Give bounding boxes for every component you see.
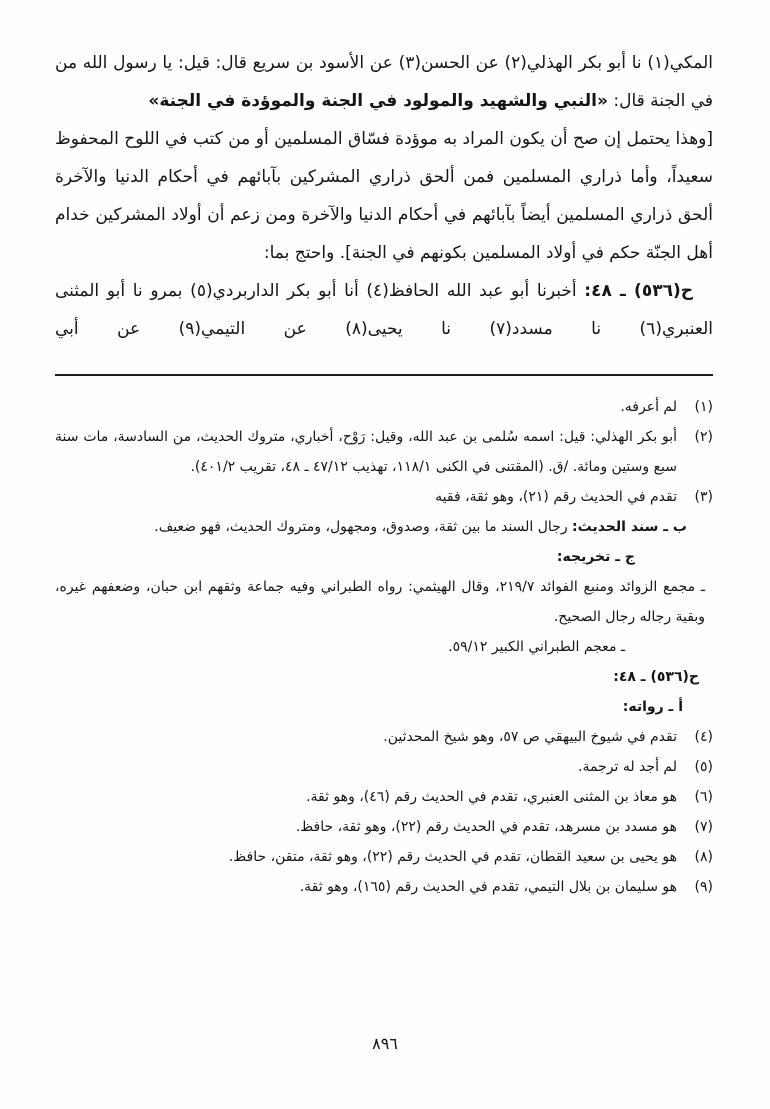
footnote-5-text: لم أجد له ترجمة. [578,759,677,775]
footnote-3-marker: (٣) [694,489,713,505]
footnote-5 [55,752,713,782]
page-number: ٨٩٦ [372,1034,398,1053]
footnote-2 [55,422,713,482]
footnote-1-marker: (١) [694,399,713,415]
footnote-9-marker: (٩) [694,879,713,895]
section-ruwat-label: أ ـ رواته: [622,699,683,715]
footnote-7-text: هو مسدد بن مسرهد، تقدم في الحديث رقم (٢٢)، وهو ثقة، حافظ. [295,819,677,835]
footnote-6 [55,782,713,812]
footnote-4 [55,722,713,752]
footnote-4-marker: (٤) [694,729,713,745]
footnote-3-text: تقدم في الحديث رقم (٢١)، وهو ثقة، فقيه [435,489,677,505]
footnote-6-marker: (٦) [694,789,713,805]
footnote-3 [55,482,713,512]
footnote-7 [55,812,713,842]
section-sanad-label: ب ـ سند الحديث: [572,519,687,535]
footnote-9-text: هو سليمان بن بلال التيمي، تقدم في الحديث رقم (١٦٥)، وهو ثقة. [299,879,677,895]
section-sanad [55,512,713,542]
hadith-ref-line: ح(٥٣٦) ـ ٤٨: [613,669,699,685]
footnote-divider [55,374,713,376]
matn-lead-text: المكي(١) نا أبو بكر الهذلي(٢) عن الحسن(٣) عن الأسود بن سريع قال: قيل: يا رسول الله من في الجنة قال: [55,53,714,111]
footnote-1-text: لم أعرفه. [620,399,677,415]
paragraph-isnad [55,272,713,348]
section-sanad-text: رجال السند ما بين ثقة، وصدوق، ومجهول، ومتروك الحديث، فهو ضعيف. [154,519,568,535]
footnote-8-marker: (٨) [694,849,713,865]
paragraph-commentary: [وهذا يحتمل إن صح أن يكون المراد به موؤدة فسّاق المسلمين أو من كتب في اللوح المحفوظ سعيداً، وأما ذراري المسلمين فمن ألحق ذراري المشركين بآبائهم في أحكام الدنيا والآخرة ألحق ذراري المسلمين أيضاً بآبائهم في أحكام الدنيا والآخرة ومن زعم أن أولاد المشركين خدام أهل الجنّة حكم في أولاد المسلمين بكونهم في الجنة]. واحتج بما: [55,129,713,263]
footnotes-block [55,392,713,902]
footnote-2-text: أبو بكر الهذلي: قيل: اسمه سُلمى بن عبد الله، وقيل: رَوْح، أخباري، متروك الحديث، من السادسة، مات سنة سبع وستين ومائة. /ق. (المقتنى في الكنى ١١٨/١، تهذيب ٤٧/١٢ ـ ٤٨، تقريب ٤٠١/٢). [55,429,677,475]
footnote-5-marker: (٥) [694,759,713,775]
section-takhrij-label: ج ـ تخريجه: [556,549,635,565]
footnote-8-text: هو يحيى بن سعيد القطان، تقدم في الحديث رقم (٢٢)، وهو ثقة، متقن، حافظ. [228,849,677,865]
paragraph-hadith-matn [55,44,713,120]
main-text-block [55,44,713,348]
footnote-2-marker: (٢) [694,429,713,445]
takhrij-source-1: ـ مجمع الزوائد ومنبع الفوائد ٢١٩/٧، وقال الهيثمي: رواه الطبراني وفيه جماعة وثقهم ابن حبان، وضعفهم غيره، وبقية رجاله رجال الصحيح. [55,579,705,625]
isnad-text: أخبرنا أبو عبد الله الحافظ(٤) أنا أبو بكر الداربردي(٥) بمرو نا أبو المثنى العنبري(٦) نا مسدد(٧) نا يحيى(٨) عن التيمي(٩) عن أبي [55,281,713,339]
footnote-7-marker: (٧) [694,819,713,835]
takhrij-source-2: ـ معجم الطبراني الكبير ٥٩/١٢. [448,639,625,655]
footnote-1 [55,392,713,422]
hadith-quote: «النبي والشهيد والمولود في الجنة والموؤدة في الجنة» [148,91,608,111]
footnote-4-text: تقدم في شيوخ البيهقي ص ٥٧، وهو شيخ المحدثين. [383,729,677,745]
hadith-number: ح(٥٣٦) ـ ٤٨: [584,281,693,301]
footnote-9 [55,872,713,902]
footnote-6-text: هو معاذ بن المثنى العنبري، تقدم في الحديث رقم (٤٦)، وهو ثقة. [306,789,677,805]
footnote-8 [55,842,713,872]
